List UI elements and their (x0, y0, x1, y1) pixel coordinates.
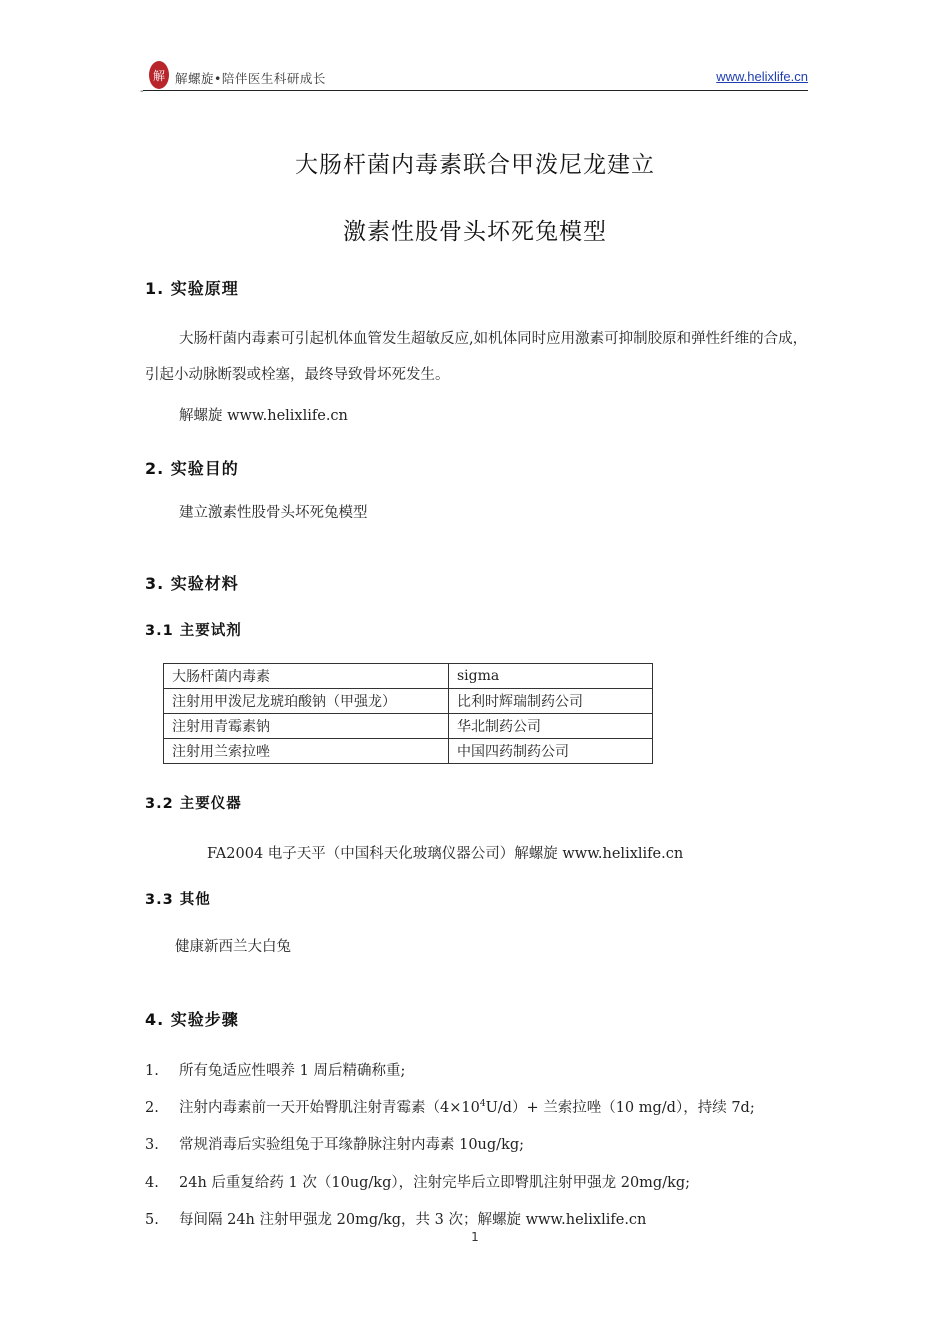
step-number: 5. (145, 1212, 159, 1228)
section-3-1-heading: 3.1 主要试剂 (145, 623, 242, 639)
reagent-source-cell: sigma (449, 664, 653, 689)
section-3-2-text: FA2004 电子天平（中国科天化玻璃仪器公司）解螺旋 www.helixlife.cn (207, 846, 684, 862)
table-row (164, 739, 653, 764)
header-dash: - (140, 86, 144, 97)
step-item (145, 1208, 646, 1229)
reagent-source-cell: 比利时辉瑞制药公司 (449, 689, 653, 714)
step-text: 所有兔适应性喂养 1 周后精确称重; (179, 1063, 406, 1079)
title-line-1: 大肠杆菌内毒素联合甲泼尼龙建立 (295, 152, 655, 178)
helixlife-logo-icon (148, 60, 170, 90)
reagent-name-cell: 大肠杆菌内毒素 (164, 664, 449, 689)
step-item (145, 1133, 524, 1154)
page-header (140, 60, 808, 97)
section-3-2-heading: 3.2 主要仪器 (145, 796, 242, 812)
step-text-continued: U/d）+ 兰索拉唑（10 mg/d），持续 7d; (485, 1100, 755, 1116)
reagent-name-cell: 注射用兰索拉唑 (164, 739, 449, 764)
page-number: 1 (471, 1230, 479, 1244)
section-1-text: 大肠杆菌内毒素可引起机体血管发生超敏反应,如机体同时应用激素可抑制胶原和弹性纤维的合成，引起小动脉断裂或栓塞，最终导致骨坏死发生。 (145, 331, 808, 383)
section-1-paragraph (145, 321, 810, 393)
step-text: 注射内毒素前一天开始臀肌注射青霉素（4×10 (179, 1100, 480, 1116)
table-row (164, 689, 653, 714)
section-1-note: 解螺旋 www.helixlife.cn (179, 408, 348, 424)
step-item (145, 1171, 690, 1192)
step-text: 常规消毒后实验组兔于耳缘静脉注射内毒素 10ug/kg; (179, 1137, 525, 1153)
step-superscript: 4 (479, 1099, 486, 1110)
section-3-heading: 3. 实验材料 (145, 574, 239, 593)
reagent-source-cell: 中国四药制药公司 (449, 739, 653, 764)
reagent-name-cell: 注射用甲泼尼龙琥珀酸钠（甲强龙） (164, 689, 449, 714)
table-row (164, 664, 653, 689)
step-number: 4. (145, 1175, 159, 1191)
section-1-heading: 1. 实验原理 (145, 279, 239, 298)
step-text: 每间隔 24h 注射甲强龙 20mg/kg，共 3 次；解螺旋 www.helixlife.cn (179, 1212, 647, 1228)
reagents-table (163, 663, 653, 764)
step-text: 24h 后重复给药 1 次（10ug/kg），注射完毕后立即臀肌注射甲强龙 20mg/kg; (179, 1175, 691, 1191)
reagent-name-cell: 注射用青霉素钠 (164, 714, 449, 739)
header-url-link[interactable]: www.helixlife.cn (716, 69, 808, 84)
section-4-heading: 4. 实验步骤 (145, 1010, 239, 1029)
table-row (164, 714, 653, 739)
step-item (145, 1059, 405, 1080)
svg-text:解: 解 (152, 69, 166, 83)
section-3-3-heading: 3.3 其他 (145, 892, 211, 908)
step-number: 3. (145, 1137, 159, 1153)
reagent-source-cell: 华北制药公司 (449, 714, 653, 739)
step-number: 2. (145, 1100, 159, 1116)
section-2-text: 建立激素性股骨头坏死兔模型 (179, 505, 368, 521)
step-item (145, 1096, 755, 1117)
title-line-2: 激素性股骨头坏死兔模型 (343, 219, 607, 245)
header-tagline: 解螺旋•陪伴医生科研成长 (175, 71, 326, 86)
section-2-heading: 2. 实验目的 (145, 459, 239, 478)
step-number: 1. (145, 1063, 159, 1079)
section-3-3-text: 健康新西兰大白兔 (175, 939, 291, 955)
